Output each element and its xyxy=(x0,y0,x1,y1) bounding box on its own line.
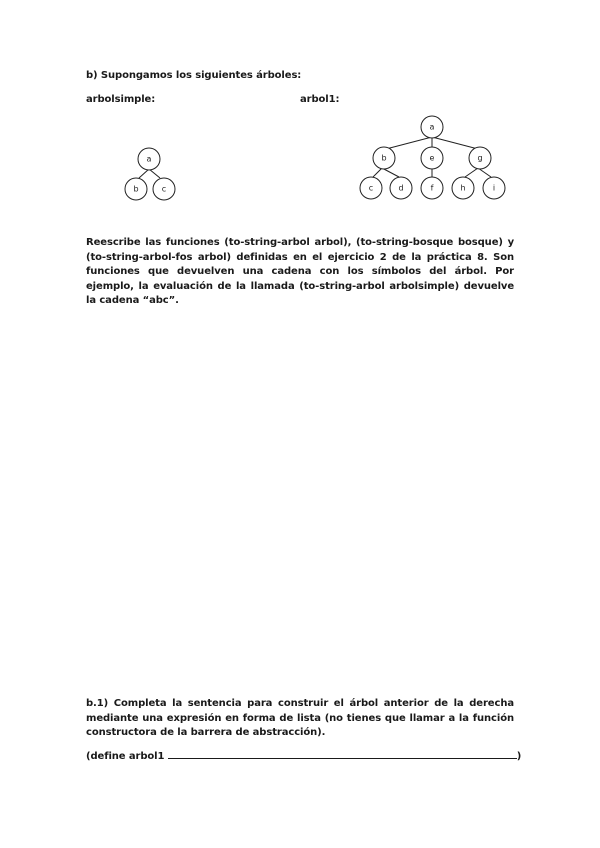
tree-node xyxy=(125,178,147,200)
svg-text:e: e xyxy=(429,153,435,163)
arbol1-tree xyxy=(360,116,505,199)
svg-text:g: g xyxy=(477,153,483,163)
arbolsimple-tree xyxy=(125,148,175,200)
svg-text:a: a xyxy=(146,154,152,164)
arbol1-label: arbol1: xyxy=(300,94,340,105)
tree-node xyxy=(373,147,395,169)
tree-node xyxy=(153,178,175,200)
section-heading: b) Supongamos los siguientes árboles: xyxy=(86,70,302,81)
exercise-description: Reescribe las funciones (to-string-arbol arbol), (to-string-bosque bosque) y (to-string-arbol-fos arbol) definidas en el ejercicio 2 de la práctica 8. Son funciones que devuelven una cadena con los símbolos del árbol. Por ejemplo, la evaluación de la llamada (to-string-arbol arbolsimple) devuelve la cadena “abc”. xyxy=(86,237,514,306)
define-prefix: (define arbol1 xyxy=(86,751,168,762)
tree-node xyxy=(138,148,160,170)
tree-node xyxy=(360,177,382,199)
tree-node xyxy=(421,177,443,199)
arbolsimple-label: arbolsimple: xyxy=(86,94,156,105)
svg-text:c: c xyxy=(161,184,167,194)
svg-text:i: i xyxy=(492,183,496,193)
tree-node xyxy=(469,147,491,169)
define-statement xyxy=(86,749,522,765)
svg-text:c: c xyxy=(368,183,374,193)
svg-text:b: b xyxy=(381,153,387,163)
svg-text:f: f xyxy=(430,183,434,193)
svg-text:a: a xyxy=(429,122,435,132)
svg-text:b: b xyxy=(133,184,139,194)
svg-text:h: h xyxy=(460,183,466,193)
tree-node xyxy=(452,177,474,199)
tree-node xyxy=(483,177,505,199)
answer-blank-line[interactable] xyxy=(168,749,517,759)
define-suffix: ) xyxy=(516,751,522,762)
tree-node xyxy=(421,116,443,138)
tree-node xyxy=(390,177,412,199)
svg-text:d: d xyxy=(398,183,404,193)
exercise-b1-prompt: b.1) Completa la sentencia para construir el árbol anterior de la derecha mediante una expresión en forma de lista (no tienes que llamar a la función constructora de la barrera de abstracción). xyxy=(86,698,514,738)
tree-node xyxy=(421,147,443,169)
